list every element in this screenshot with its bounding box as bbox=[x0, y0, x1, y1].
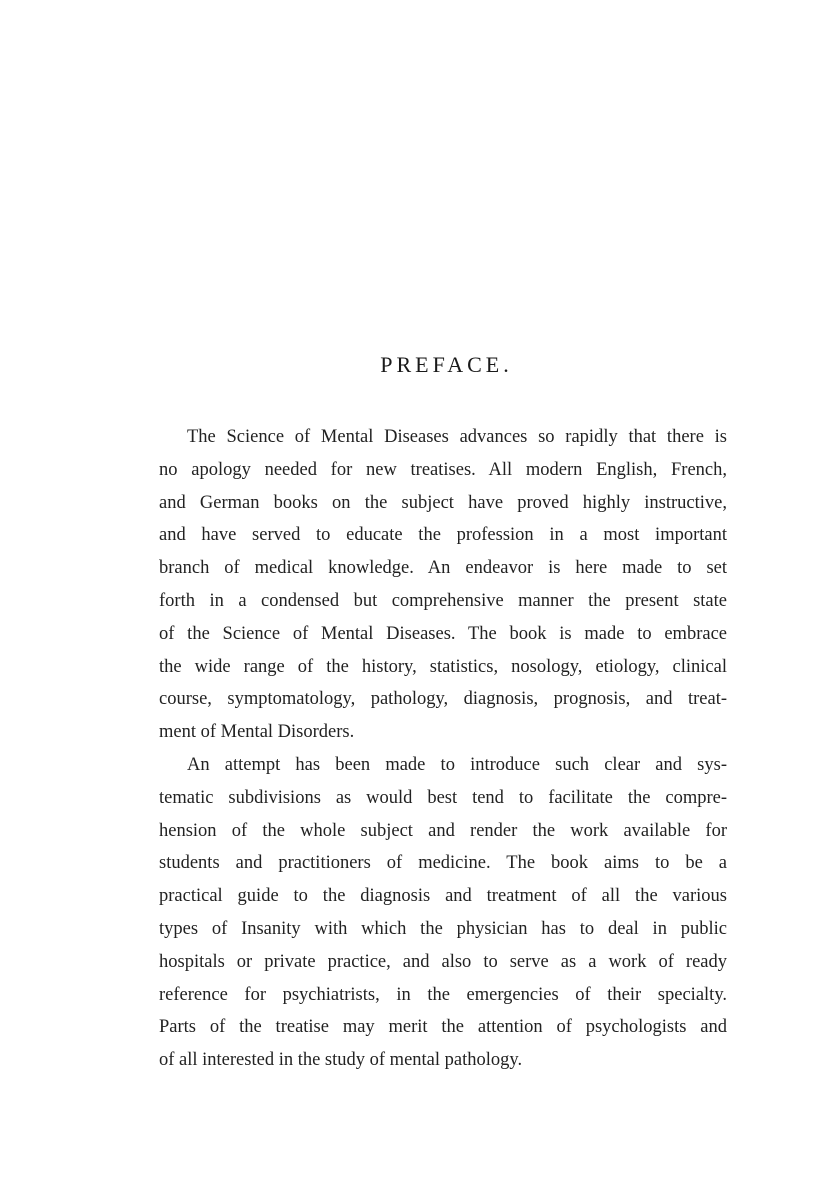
paragraph-1-line: The Science of Mental Diseases advances so rapidly that there is bbox=[187, 427, 727, 447]
paragraph-2-line: hension of the whole subject and render the work available for bbox=[159, 820, 727, 841]
paragraph-1-line: and have served to educate the profession in a most important bbox=[159, 525, 727, 546]
paragraph-2-line: reference for psychiatrists, in the emergencies of their specialty. bbox=[159, 984, 727, 1005]
paragraph-2-line: types of Insanity with which the physician has to deal in public bbox=[159, 918, 727, 939]
paragraph-1-line: forth in a condensed but comprehensive manner the present state bbox=[159, 590, 727, 611]
paragraph-1-line: no apology needed for new treatises. All modern English, French, bbox=[159, 459, 727, 480]
preface-body bbox=[159, 421, 727, 1077]
paragraph-1-line: and German books on the subject have proved highly instructive, bbox=[159, 492, 727, 513]
paragraph-1-line: ment of Mental Disorders. bbox=[159, 722, 355, 743]
page-title: PREFACE. bbox=[380, 352, 513, 377]
paragraph-1-line: course, symptomatology, pathology, diagnosis, prognosis, and treat- bbox=[159, 689, 727, 710]
paragraph-2-line: of all interested in the study of mental pathology. bbox=[159, 1050, 523, 1071]
paragraph-1-line: the wide range of the history, statistics, nosology, etiology, clinical bbox=[159, 656, 727, 677]
paragraph-2-line: tematic subdivisions as would best tend to facilitate the compre- bbox=[159, 787, 727, 808]
paragraph-1-line: of the Science of Mental Diseases. The book is made to embrace bbox=[159, 623, 727, 644]
paragraph-2-line: practical guide to the diagnosis and treatment of all the various bbox=[159, 886, 727, 907]
paragraph-2-line: Parts of the treatise may merit the attention of psychologists and bbox=[159, 1017, 727, 1038]
paragraph-2-line: hospitals or private practice, and also to serve as a work of ready bbox=[159, 951, 727, 972]
paragraph-1-line: branch of medical knowledge. An endeavor is here made to set bbox=[159, 558, 727, 579]
paragraph-2-line: students and practitioners of medicine. The book aims to be a bbox=[159, 853, 727, 874]
paragraph-2-line: An attempt has been made to introduce such clear and sys- bbox=[187, 754, 727, 775]
